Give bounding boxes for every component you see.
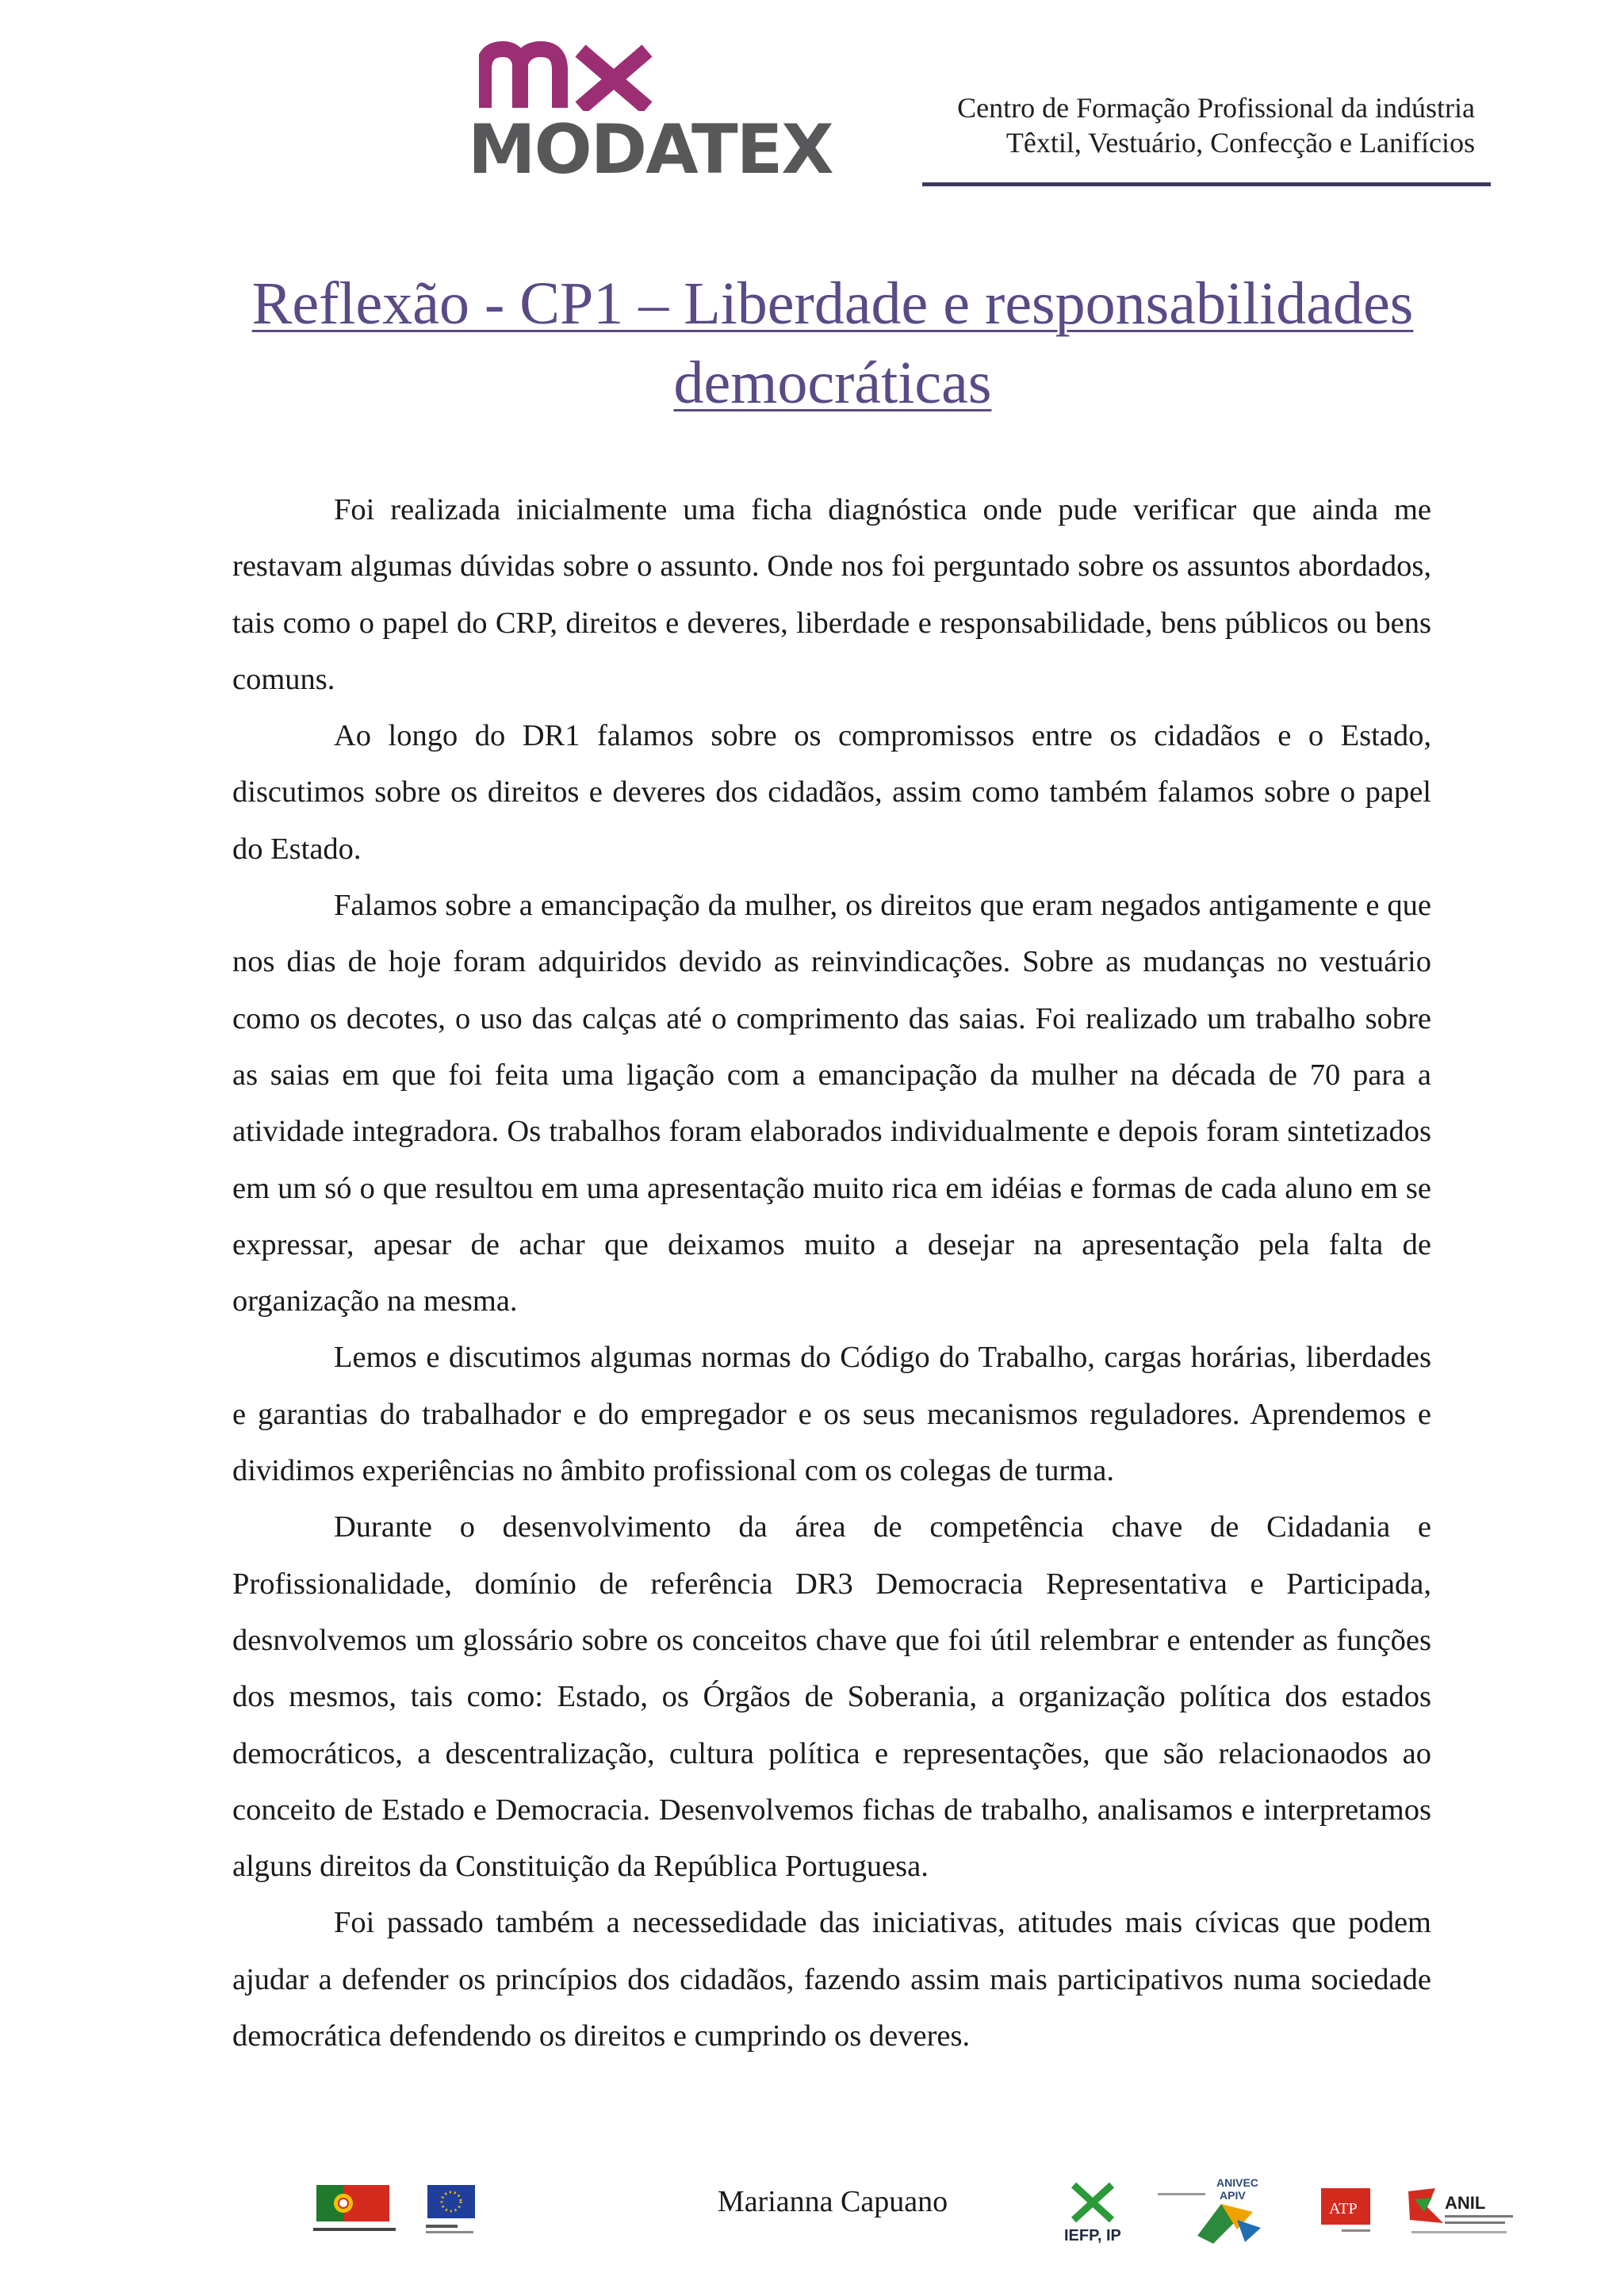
header-divider bbox=[922, 182, 1491, 186]
svg-text:ATP: ATP bbox=[1329, 2200, 1358, 2218]
modatex-logo bbox=[468, 40, 833, 189]
page-title bbox=[190, 264, 1475, 423]
logo-wordmark: MODATEX bbox=[468, 110, 833, 189]
author-name: Marianna Capuano bbox=[717, 2185, 948, 2218]
paragraph: Ao longo do DR1 falamos sobre os compromissos entre os cidadãos e o Estado, discutimos sobre os direitos e deveres dos cidadãos, assim como também falamos sobre o papel do Estado. bbox=[232, 719, 1431, 866]
page-title-text: Reflexão - CP1 – Liberdade e responsabilidades democráticas bbox=[251, 270, 1414, 416]
svg-text:IEFP, IP: IEFP, IP bbox=[1064, 2227, 1121, 2244]
reflection-body bbox=[232, 482, 1431, 2064]
organization-name bbox=[957, 90, 1475, 160]
iefp-logo-icon bbox=[1059, 2179, 1131, 2244]
paragraph: Falamos sobre a emancipação da mulher, os direitos que eram negados antigamente e que nos dias de hoje foram adquiridos devido as reinvindicações. Sobre as mudanças no vestuário como os decotes, o uso das calças até o comprimento das saias. Foi realizado um trabalho sobre as saias em que foi feita uma ligação com a emancipação da mulher na década de 70 para a atividade integradora. Os trabalhos foram elaborados individualmente e depois foram sintetizados em um só o que resultou em uma apresentação muito rica em idéias e formas de cada aluno em se expressar, apesar de achar que deixamos muito a desejar na apresentação pela falta de organização na mesma. bbox=[232, 889, 1431, 1318]
portugal-flag-icon bbox=[312, 2182, 399, 2239]
svg-text:ANIVEC: ANIVEC bbox=[1216, 2176, 1258, 2189]
svg-text:APIV: APIV bbox=[1220, 2189, 1246, 2202]
anil-logo-icon bbox=[1404, 2183, 1522, 2247]
paragraph: Durante o desenvolvimento da área de competência chave de Cidadania e Profissionalidade, domínio de referência DR3 Democracia Representativa e Participada, desnvolvemos um glossário sobre os conceitos chave que foi útil relembrar e entender as funções dos mesmos, tais como: Estado, os Órgãos de Soberania, a organização política dos estados democráticos, a descentralização, cultura política e representações, que são relacionaodos ao conceito de Estado e Democracia. Desenvolvemos fichas de trabalho, analisamos e interpretamos alguns direitos da Constituição da República Portuguesa. bbox=[232, 1510, 1431, 1884]
organization-line-1: Centro de Formação Profissional da indústria bbox=[957, 92, 1475, 124]
paragraph: Lemos e discutimos algumas normas do Código do Trabalho, cargas horárias, liberdades e garantias do trabalhador e do empregador e os seus mecanismos reguladores. Aprendemos e dividimos experiências no âmbito profissional com os colegas de turma. bbox=[232, 1341, 1431, 1488]
organization-line-2: Têxtil, Vestuário, Confecção e Lanifícios bbox=[1005, 127, 1475, 159]
paragraph: Foi realizada inicialmente uma ficha diagnóstica onde pude verificar que ainda me restavam algumas dúvidas sobre o assunto. Onde nos foi perguntado sobre os assuntos abordados, tais como o papel do CRP, direitos e deveres, liberdade e responsabilidade, bens públicos ou bens comuns. bbox=[232, 493, 1431, 696]
anivec-logo-icon bbox=[1150, 2172, 1300, 2245]
atp-logo-icon bbox=[1318, 2185, 1375, 2242]
eu-flag-icon bbox=[423, 2182, 486, 2239]
svg-text:ANIL: ANIL bbox=[1445, 2193, 1486, 2213]
mx-logo-mark-icon bbox=[479, 40, 661, 111]
paragraph: Foi passado também a necessedidade das iniciativas, atitudes mais cívicas que podem ajudar a defender os princípios dos cidadãos, fazendo assim mais participativos numa sociedade democrática defendendo os direitos e cumprindo os deveres. bbox=[232, 1906, 1431, 2053]
